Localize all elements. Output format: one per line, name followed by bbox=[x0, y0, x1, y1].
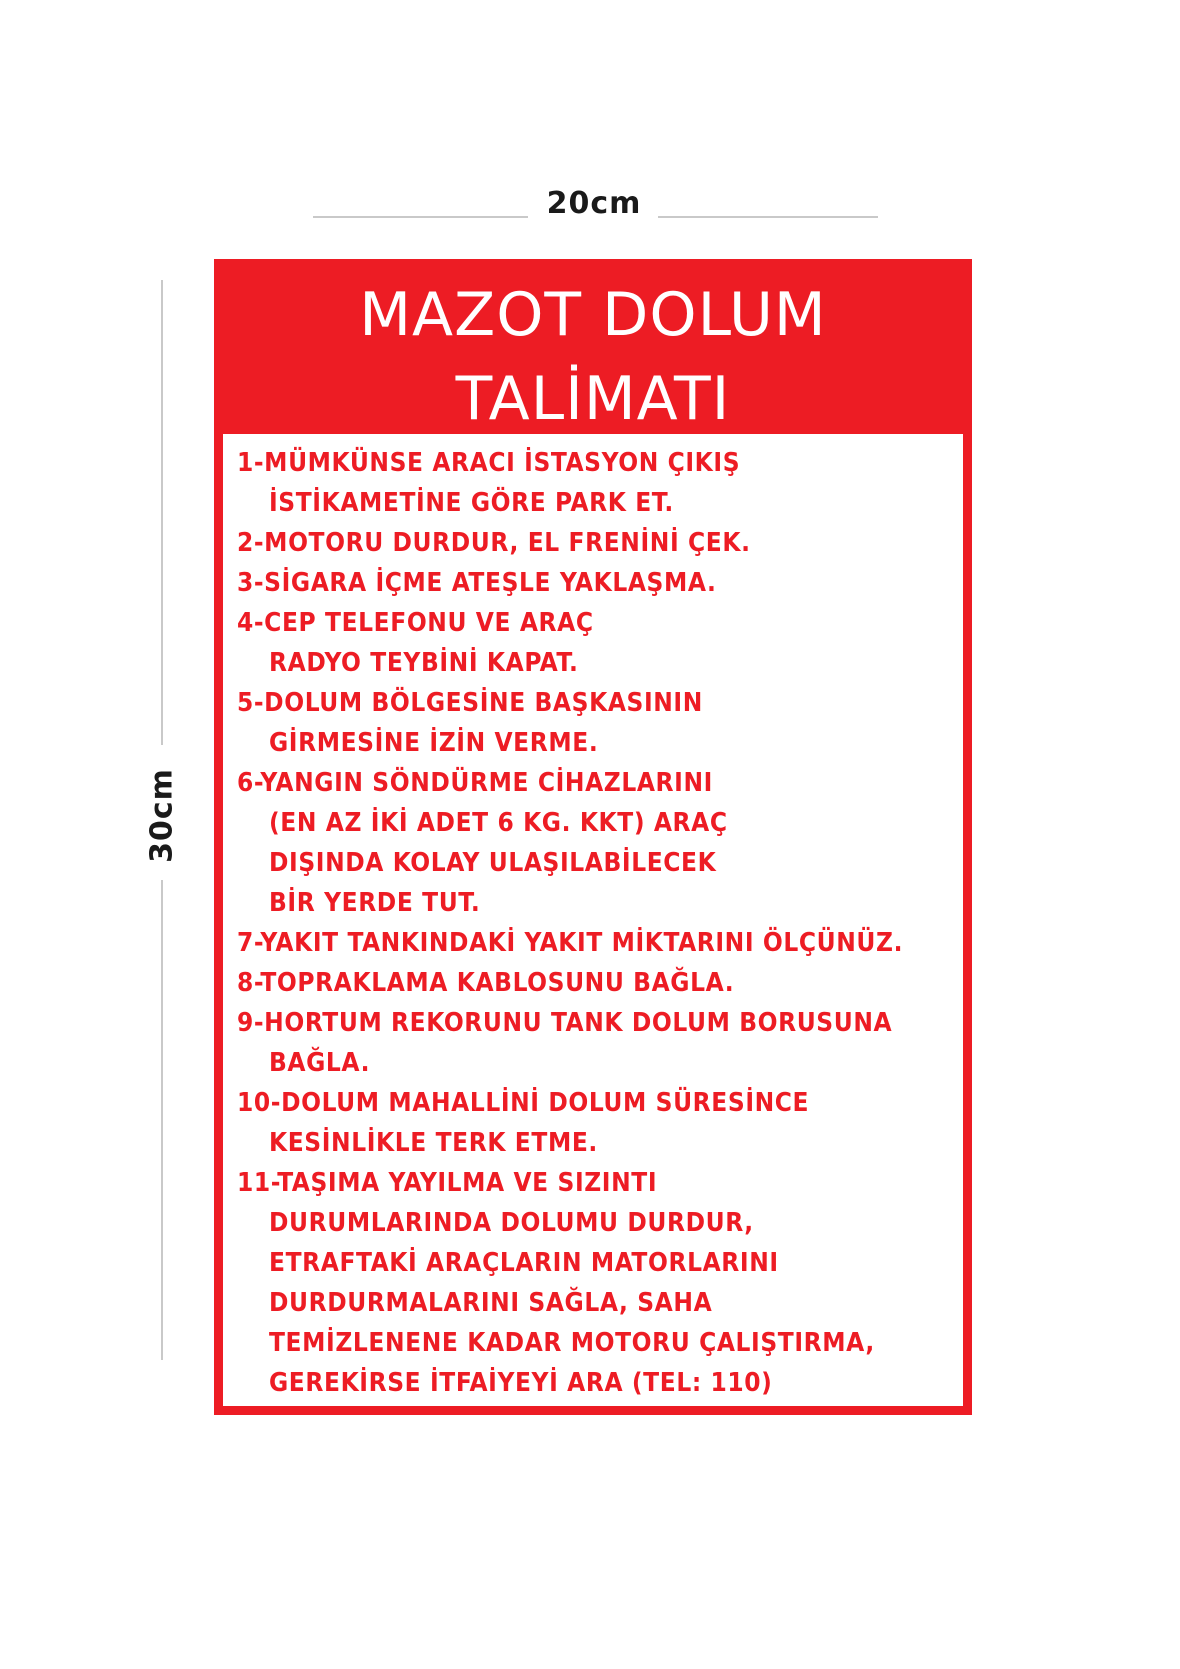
instruction-sign bbox=[214, 259, 972, 1415]
instruction-item bbox=[237, 1003, 963, 1083]
instruction-item bbox=[237, 443, 963, 523]
instruction-item bbox=[237, 1083, 963, 1163]
sign-title-line-1: MAZOT DOLUM bbox=[359, 280, 827, 350]
instruction-item bbox=[237, 923, 963, 963]
width-dimension-line-left bbox=[313, 216, 528, 218]
instruction-item bbox=[237, 603, 963, 683]
instruction-item bbox=[237, 683, 963, 763]
height-dimension-line-bottom bbox=[161, 880, 163, 1360]
instruction-item bbox=[237, 1163, 963, 1403]
instruction-item bbox=[237, 523, 963, 563]
height-dimension-label: 30cm bbox=[144, 768, 180, 863]
sign-instructions-panel bbox=[223, 434, 963, 1406]
instruction-continuation-line: GEREKİRSE İTFAİYEYİ ARA (TEL: 110) bbox=[269, 1368, 773, 1398]
instruction-line: 7-YAKIT TANKINDAKİ YAKIT MİKTARINI ÖLÇÜNÜZ. bbox=[237, 928, 904, 958]
instruction-continuation-line: BAĞLA. bbox=[269, 1048, 371, 1078]
instruction-item bbox=[237, 563, 963, 603]
width-dimension-label: 20cm bbox=[546, 186, 642, 221]
instruction-continuation-line: RADYO TEYBİNİ KAPAT. bbox=[269, 648, 579, 678]
instruction-continuation-line: DURUMLARINDA DOLUMU DURDUR, bbox=[269, 1208, 754, 1238]
instruction-line: 8-TOPRAKLAMA KABLOSUNU BAĞLA. bbox=[237, 968, 735, 998]
instruction-line: 11-TAŞIMA YAYILMA VE SIZINTI bbox=[237, 1168, 658, 1198]
instruction-line: 2-MOTORU DURDUR, EL FRENİNİ ÇEK. bbox=[237, 528, 751, 558]
instruction-item bbox=[237, 963, 963, 1003]
sign-title-line-2: TALİMATI bbox=[455, 364, 731, 434]
instruction-line: 5-DOLUM BÖLGESİNE BAŞKASININ bbox=[237, 688, 703, 718]
instruction-line: 9-HORTUM REKORUNU TANK DOLUM BORUSUNA bbox=[237, 1008, 893, 1038]
instruction-continuation-line: DURDURMALARINI SAĞLA, SAHA bbox=[269, 1288, 713, 1318]
instruction-line: 6-YANGIN SÖNDÜRME CİHAZLARINI bbox=[237, 768, 713, 798]
instruction-continuation-line: KESİNLİKLE TERK ETME. bbox=[269, 1128, 598, 1158]
instruction-continuation-line: GİRMESİNE İZİN VERME. bbox=[269, 728, 599, 758]
sign-title bbox=[214, 273, 972, 441]
instruction-line: 1-MÜMKÜNSE ARACI İSTASYON ÇIKIŞ bbox=[237, 448, 741, 478]
width-dimension-line-right bbox=[658, 216, 878, 218]
instruction-continuation-line: BİR YERDE TUT. bbox=[269, 888, 481, 918]
instruction-line: 10-DOLUM MAHALLİNİ DOLUM SÜRESİNCE bbox=[237, 1088, 810, 1118]
instruction-item bbox=[237, 763, 963, 923]
height-dimension-line-top bbox=[161, 280, 163, 745]
instruction-line: 4-CEP TELEFONU VE ARAÇ bbox=[237, 608, 594, 638]
instruction-line: 3-SİGARA İÇME ATEŞLE YAKLAŞMA. bbox=[237, 568, 717, 598]
instruction-continuation-line: İSTİKAMETİNE GÖRE PARK ET. bbox=[269, 488, 674, 518]
instruction-continuation-line: DIŞINDA KOLAY ULAŞILABİLECEK bbox=[269, 848, 717, 878]
width-dimension bbox=[313, 184, 878, 224]
instruction-continuation-line: ETRAFTAKİ ARAÇLARIN MATORLARINI bbox=[269, 1248, 779, 1278]
instruction-continuation-line: (EN AZ İKİ ADET 6 KG. KKT) ARAÇ bbox=[269, 808, 728, 838]
height-dimension bbox=[130, 280, 190, 1360]
instruction-continuation-line: TEMİZLENENE KADAR MOTORU ÇALIŞTIRMA, bbox=[269, 1328, 875, 1358]
